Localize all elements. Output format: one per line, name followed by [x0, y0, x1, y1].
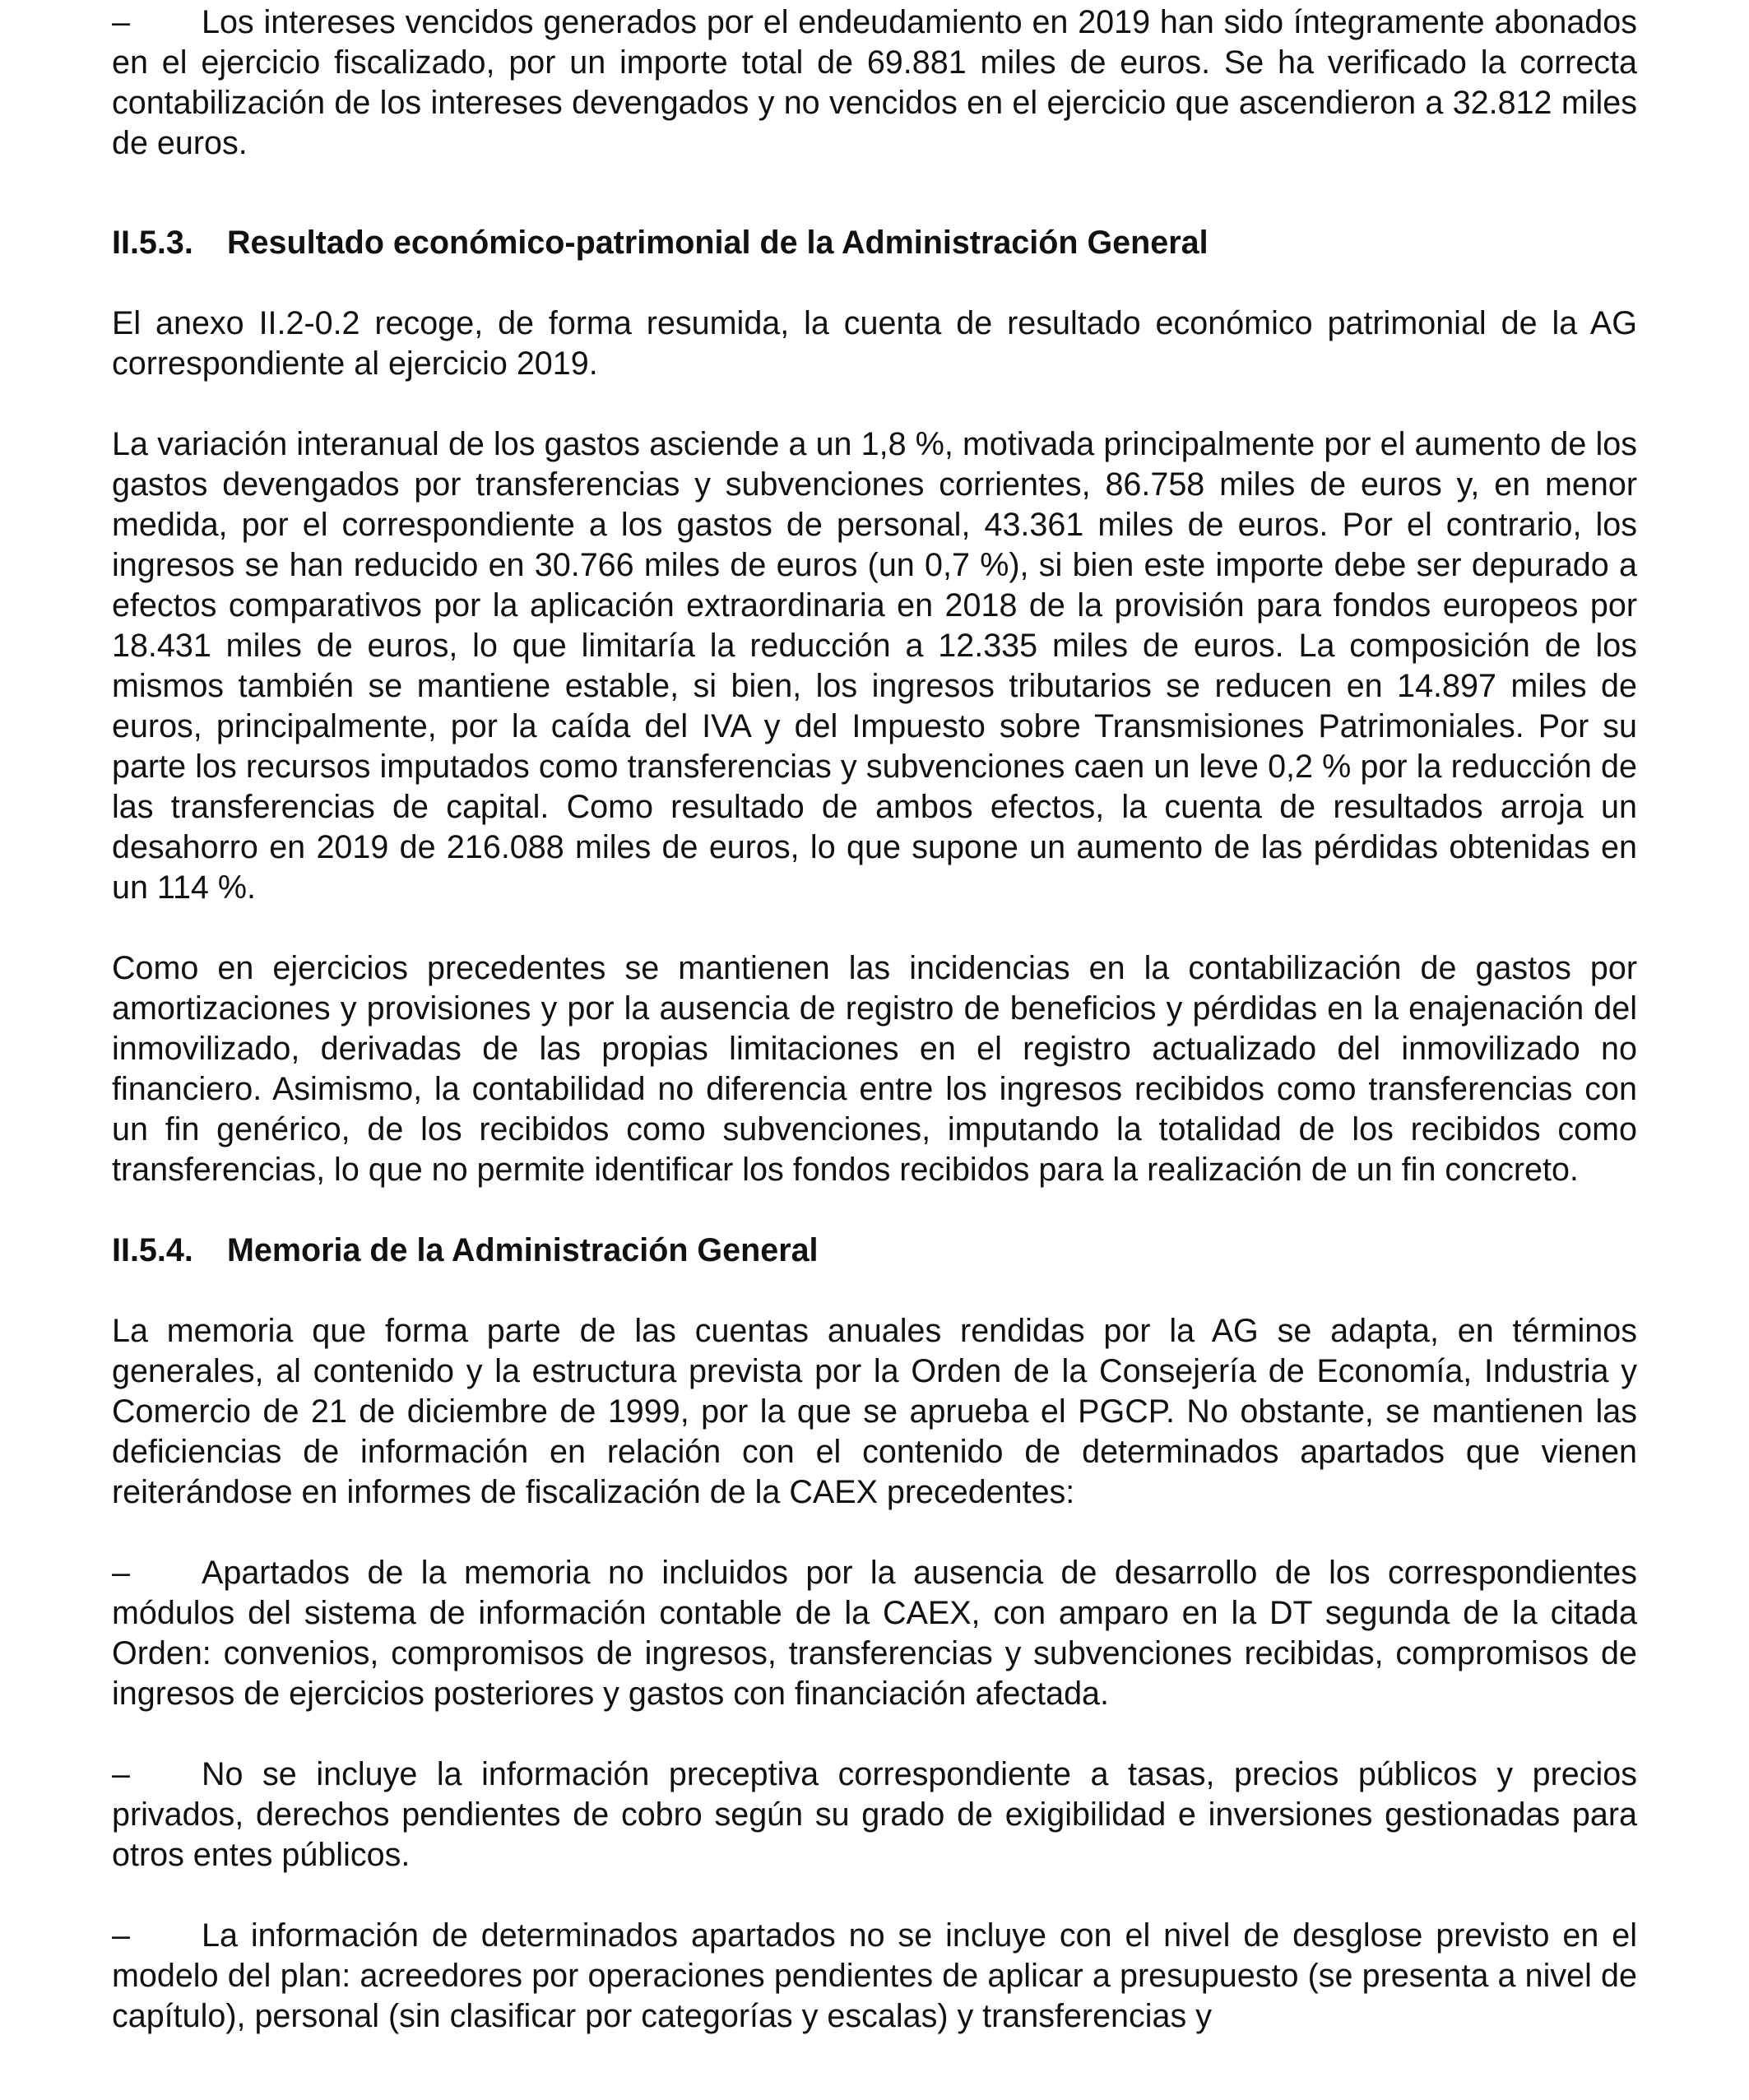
bullet-text: La información de determinados apartados no se incluye con el nivel de desglose previsto en el modelo del plan: acreedores por operaciones pendientes de aplicar a presupuesto (se presenta a nivel de capítulo), personal (sin clasificar por categorías y escalas) y transferencias y — [112, 1917, 1637, 2034]
bullet-tasas — [112, 1755, 1637, 1875]
section-number: II.5.3. — [112, 225, 193, 261]
bullet-desglose — [112, 1916, 1637, 2037]
bullet-intereses — [112, 2, 1637, 164]
bullet-apartados — [112, 1553, 1637, 1714]
bullet-text: Apartados de la memoria no incluidos por la ausencia de desarrollo de los correspondientes módulos del sistema de información contable de la CAEX, con amparo en la DT segunda de la citada Orden: convenios, compromisos de ingresos, transferencias y subvenciones recibidas, compromisos de ingresos de ejercicios posteriores y gastos con financiación afectada. — [112, 1555, 1637, 1712]
paragraph-anexo: El anexo II.2-0.2 recoge, de forma resumida, la cuenta de resultado económico patrimonial de la AG correspondiente al ejercicio 2019. — [112, 305, 1637, 382]
section-title: Memoria de la Administración General — [227, 1232, 819, 1268]
dash-marker: – — [112, 4, 130, 40]
dash-marker: – — [112, 1756, 130, 1792]
section-heading-resultado — [112, 223, 1637, 263]
section-title: Resultado económico-patrimonial de la Administración General — [227, 225, 1209, 261]
paragraph-incidencias: Como en ejercicios precedentes se mantienen las incidencias en la contabilización de gastos por amortizaciones y provisiones y por la ausencia de registro de beneficios y pérdidas en la enajenación del inmovilizado, derivadas de las propias limitaciones en el registro actualizado del inmovilizado no financiero. Asimismo, la contabilidad no diferencia entre los ingresos recibidos como transferencias con un fin genérico, de los recibidos como subvenciones, imputando la totalidad de los recibidos como transferencias, lo que no permite identificar los fondos recibidos para la realización de un fin concreto. — [112, 950, 1637, 1188]
dash-marker: – — [112, 1917, 130, 1954]
bullet-text: Los intereses vencidos generados por el endeudamiento en 2019 han sido íntegramente abonados en el ejercicio fiscalizado, por un importe total de 69.881 miles de euros. Se ha verificado la correcta contabilización de los intereses devengados y no vencidos en el ejercicio que ascendieron a 32.812 miles de euros. — [112, 4, 1637, 161]
dash-marker: – — [112, 1555, 130, 1591]
document-page — [112, 0, 1637, 2037]
paragraph-memoria-intro: La memoria que forma parte de las cuentas anuales rendidas por la AG se adapta, en términos generales, al contenido y la estructura prevista por la Orden de la Consejería de Economía, Industria y Comercio de 21 de diciembre de 1999, por la que se aprueba el PGCP. No obstante, se mantienen las deficiencias de información en relación con el contenido de determinados apartados que vienen reiterándose en informes de fiscalización de la CAEX precedentes: — [112, 1313, 1637, 1510]
section-heading-memoria — [112, 1231, 1637, 1271]
bullet-text: No se incluye la información preceptiva correspondiente a tasas, precios públicos y precios privados, derechos pendientes de cobro según su grado de exigibilidad e inversiones gestionadas para otros entes públicos. — [112, 1756, 1637, 1873]
section-number: II.5.4. — [112, 1232, 193, 1268]
paragraph-variacion: La variación interanual de los gastos asciende a un 1,8 %, motivada principalmente por el aumento de los gastos devengados por transferencias y subvenciones corrientes, 86.758 miles de euros y, en menor medida, por el correspondiente a los gastos de personal, 43.361 miles de euros. Por el contrario, los ingresos se han reducido en 30.766 miles de euros (un 0,7 %), si bien este importe debe ser depurado a efectos comparativos por la aplicación extraordinaria en 2018 de la provisión para fondos europeos por 18.431 miles de euros, lo que limitaría la reducción a 12.335 miles de euros. La composición de los mismos también se mantiene estable, si bien, los ingresos tributarios se reducen en 14.897 miles de euros, principalmente, por la caída del IVA y del Impuesto sobre Transmisiones Patrimoniales. Por su parte los recursos imputados como transferencias y subvenciones caen un leve 0,2 % por la reducción de las transferencias de capital. Como resultado de ambos efectos, la cuenta de resultados arroja un desahorro en 2019 de 216.088 miles de euros, lo que supone un aumento de las pérdidas obtenidas en un 114 %. — [112, 426, 1637, 906]
